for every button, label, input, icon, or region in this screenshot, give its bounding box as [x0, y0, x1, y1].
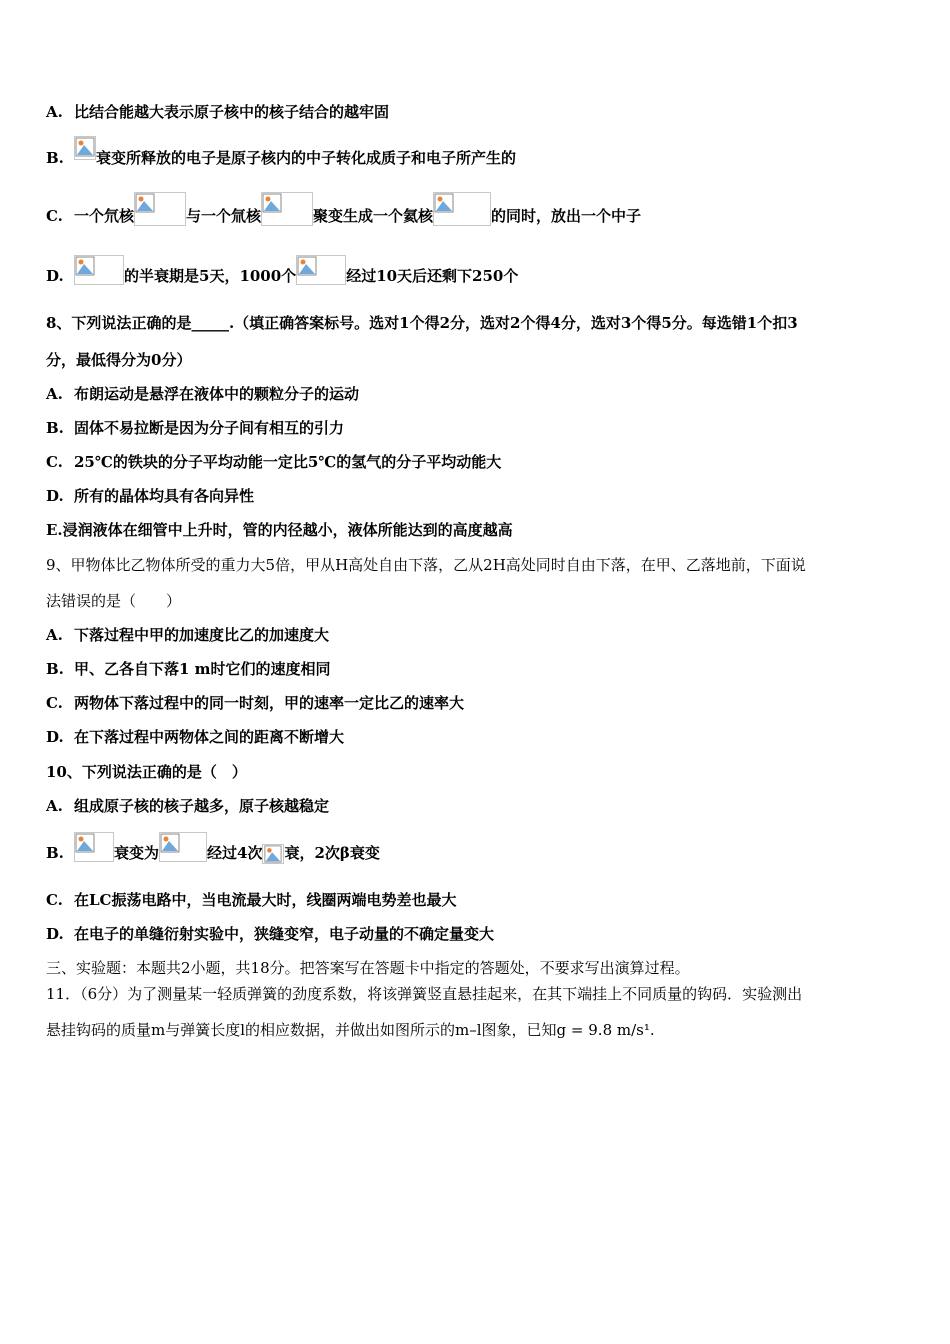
option-label: B.: [46, 149, 64, 167]
q10-option-b: [46, 843, 380, 864]
option-text-part: 经过10天后还剩下250个: [346, 267, 519, 285]
option-text-part: 衰，2次β衰变: [284, 844, 380, 862]
q8-option-c: [46, 452, 501, 472]
option-label: B.: [46, 660, 64, 678]
q8-option-b: [46, 418, 344, 438]
option-text: 组成原子核的核子越多，原子核越稳定: [74, 797, 330, 815]
q8-option-e: E.浸润液体在细管中上升时，管的内径越小，液体所能达到的高度越高: [46, 521, 513, 539]
q10-option-a: [46, 796, 329, 816]
q7-option-b: [46, 148, 516, 168]
alpha-image-icon: [262, 844, 284, 864]
q9-stem-line1: 9、甲物体比乙物体所受的重力大5倍，甲从H高处自由下落，乙从2H高处同时自由下落，在甲、乙落地前，下面说: [46, 556, 806, 574]
option-label: C.: [46, 207, 63, 225]
option-label: C.: [46, 891, 63, 909]
option-text: 下落过程中甲的加速度比乙的加速度大: [74, 626, 330, 644]
option-text: 在LC振荡电路中，当电流最大时，线圈两端电势差也最大: [74, 891, 457, 909]
option-text-part: 聚变生成一个氦核: [313, 207, 434, 225]
option-text-part: 经过4次: [207, 844, 263, 862]
nuclide-image-icon: [74, 832, 114, 862]
option-label: D.: [46, 925, 64, 943]
option-label: D.: [46, 487, 64, 505]
option-text: 比结合能越大表示原子核中的核子结合的越牢固: [74, 103, 390, 121]
option-text-part: 一个氘核: [74, 207, 135, 225]
option-text-part: 衰变为: [114, 844, 160, 862]
q9-option-b: [46, 659, 331, 679]
q9-option-a: [46, 625, 329, 645]
option-label: D.: [46, 728, 64, 746]
option-text: 固体不易拉断是因为分子间有相互的引力: [74, 419, 345, 437]
option-text: 在电子的单缝衍射实验中，狭缝变窄，电子动量的不确定量变大: [74, 925, 495, 943]
q7-option-c: [46, 206, 641, 226]
option-label: C.: [46, 694, 63, 712]
option-label: A.: [46, 103, 63, 121]
q8-stem-line1: 8、下列说法正确的是_____.（填正确答案标号。选对1个得2分，选对2个得4分，选对3个得5分。每选错1个扣3: [46, 314, 798, 332]
option-text-part: 的半衰期是5天，1000个: [124, 267, 297, 285]
q9-stem-line2: 法错误的是（ ）: [46, 592, 182, 610]
option-label: D.: [46, 267, 64, 285]
q9-option-d: [46, 727, 344, 747]
q7-option-d: [46, 266, 518, 286]
option-label: C.: [46, 453, 63, 471]
deuterium-image-icon: [134, 192, 186, 226]
option-label: B.: [46, 844, 64, 862]
option-label: B.: [46, 419, 64, 437]
helium-image-icon: [433, 192, 491, 226]
option-text: 在下落过程中两物体之间的距离不断增大: [74, 728, 345, 746]
nuclide-image-icon: [296, 255, 346, 285]
q8-option-d: [46, 486, 254, 506]
q11-stem-line1: 11．（6分）为了测量某一轻质弹簧的劲度系数，将该弹簧竖直悬挂起来，在其下端挂上不同质量的钩码．实验测出: [46, 985, 803, 1003]
q11-stem-line2: 悬挂钩码的质量m与弹簧长度l的相应数据，并做出如图所示的m–l图象，已知g = 9.8 m/s¹.: [46, 1021, 655, 1039]
q7-option-a: [46, 102, 389, 122]
nuclide-image-icon: [74, 255, 124, 285]
option-label: A.: [46, 797, 63, 815]
option-text: 衰变所释放的电子是原子核内的中子转化成质子和电子所产生的: [96, 149, 517, 167]
q9-option-c: [46, 693, 464, 713]
q10-option-c: [46, 890, 457, 910]
option-label: A.: [46, 626, 63, 644]
q8-stem-line2: 分，最低得分为0分）: [46, 351, 192, 369]
q10-option-d: [46, 924, 494, 944]
q10-stem: 10、下列说法正确的是（ ）: [46, 763, 247, 781]
option-text: 两物体下落过程中的同一时刻，甲的速率一定比乙的速率大: [74, 694, 465, 712]
section-heading: 三、实验题：本题共2小题，共18分。把答案写在答题卡中指定的答题处，不要求写出演算过程。: [46, 959, 690, 977]
broken-image-icon: [74, 136, 96, 160]
option-text: 25℃的铁块的分子平均动能一定比5℃的氢气的分子平均动能大: [74, 453, 502, 471]
option-text-part: 的同时，放出一个中子: [491, 207, 642, 225]
nuclide-image-icon: [159, 832, 207, 862]
option-text: 甲、乙各自下落1 m时它们的速度相同: [74, 660, 331, 678]
option-text: 所有的晶体均具有各向异性: [74, 487, 255, 505]
q8-option-a: [46, 384, 359, 404]
option-text-part: 与一个氚核: [186, 207, 262, 225]
option-label: A.: [46, 385, 63, 403]
option-text: 布朗运动是悬浮在液体中的颗粒分子的运动: [74, 385, 360, 403]
tritium-image-icon: [261, 192, 313, 226]
